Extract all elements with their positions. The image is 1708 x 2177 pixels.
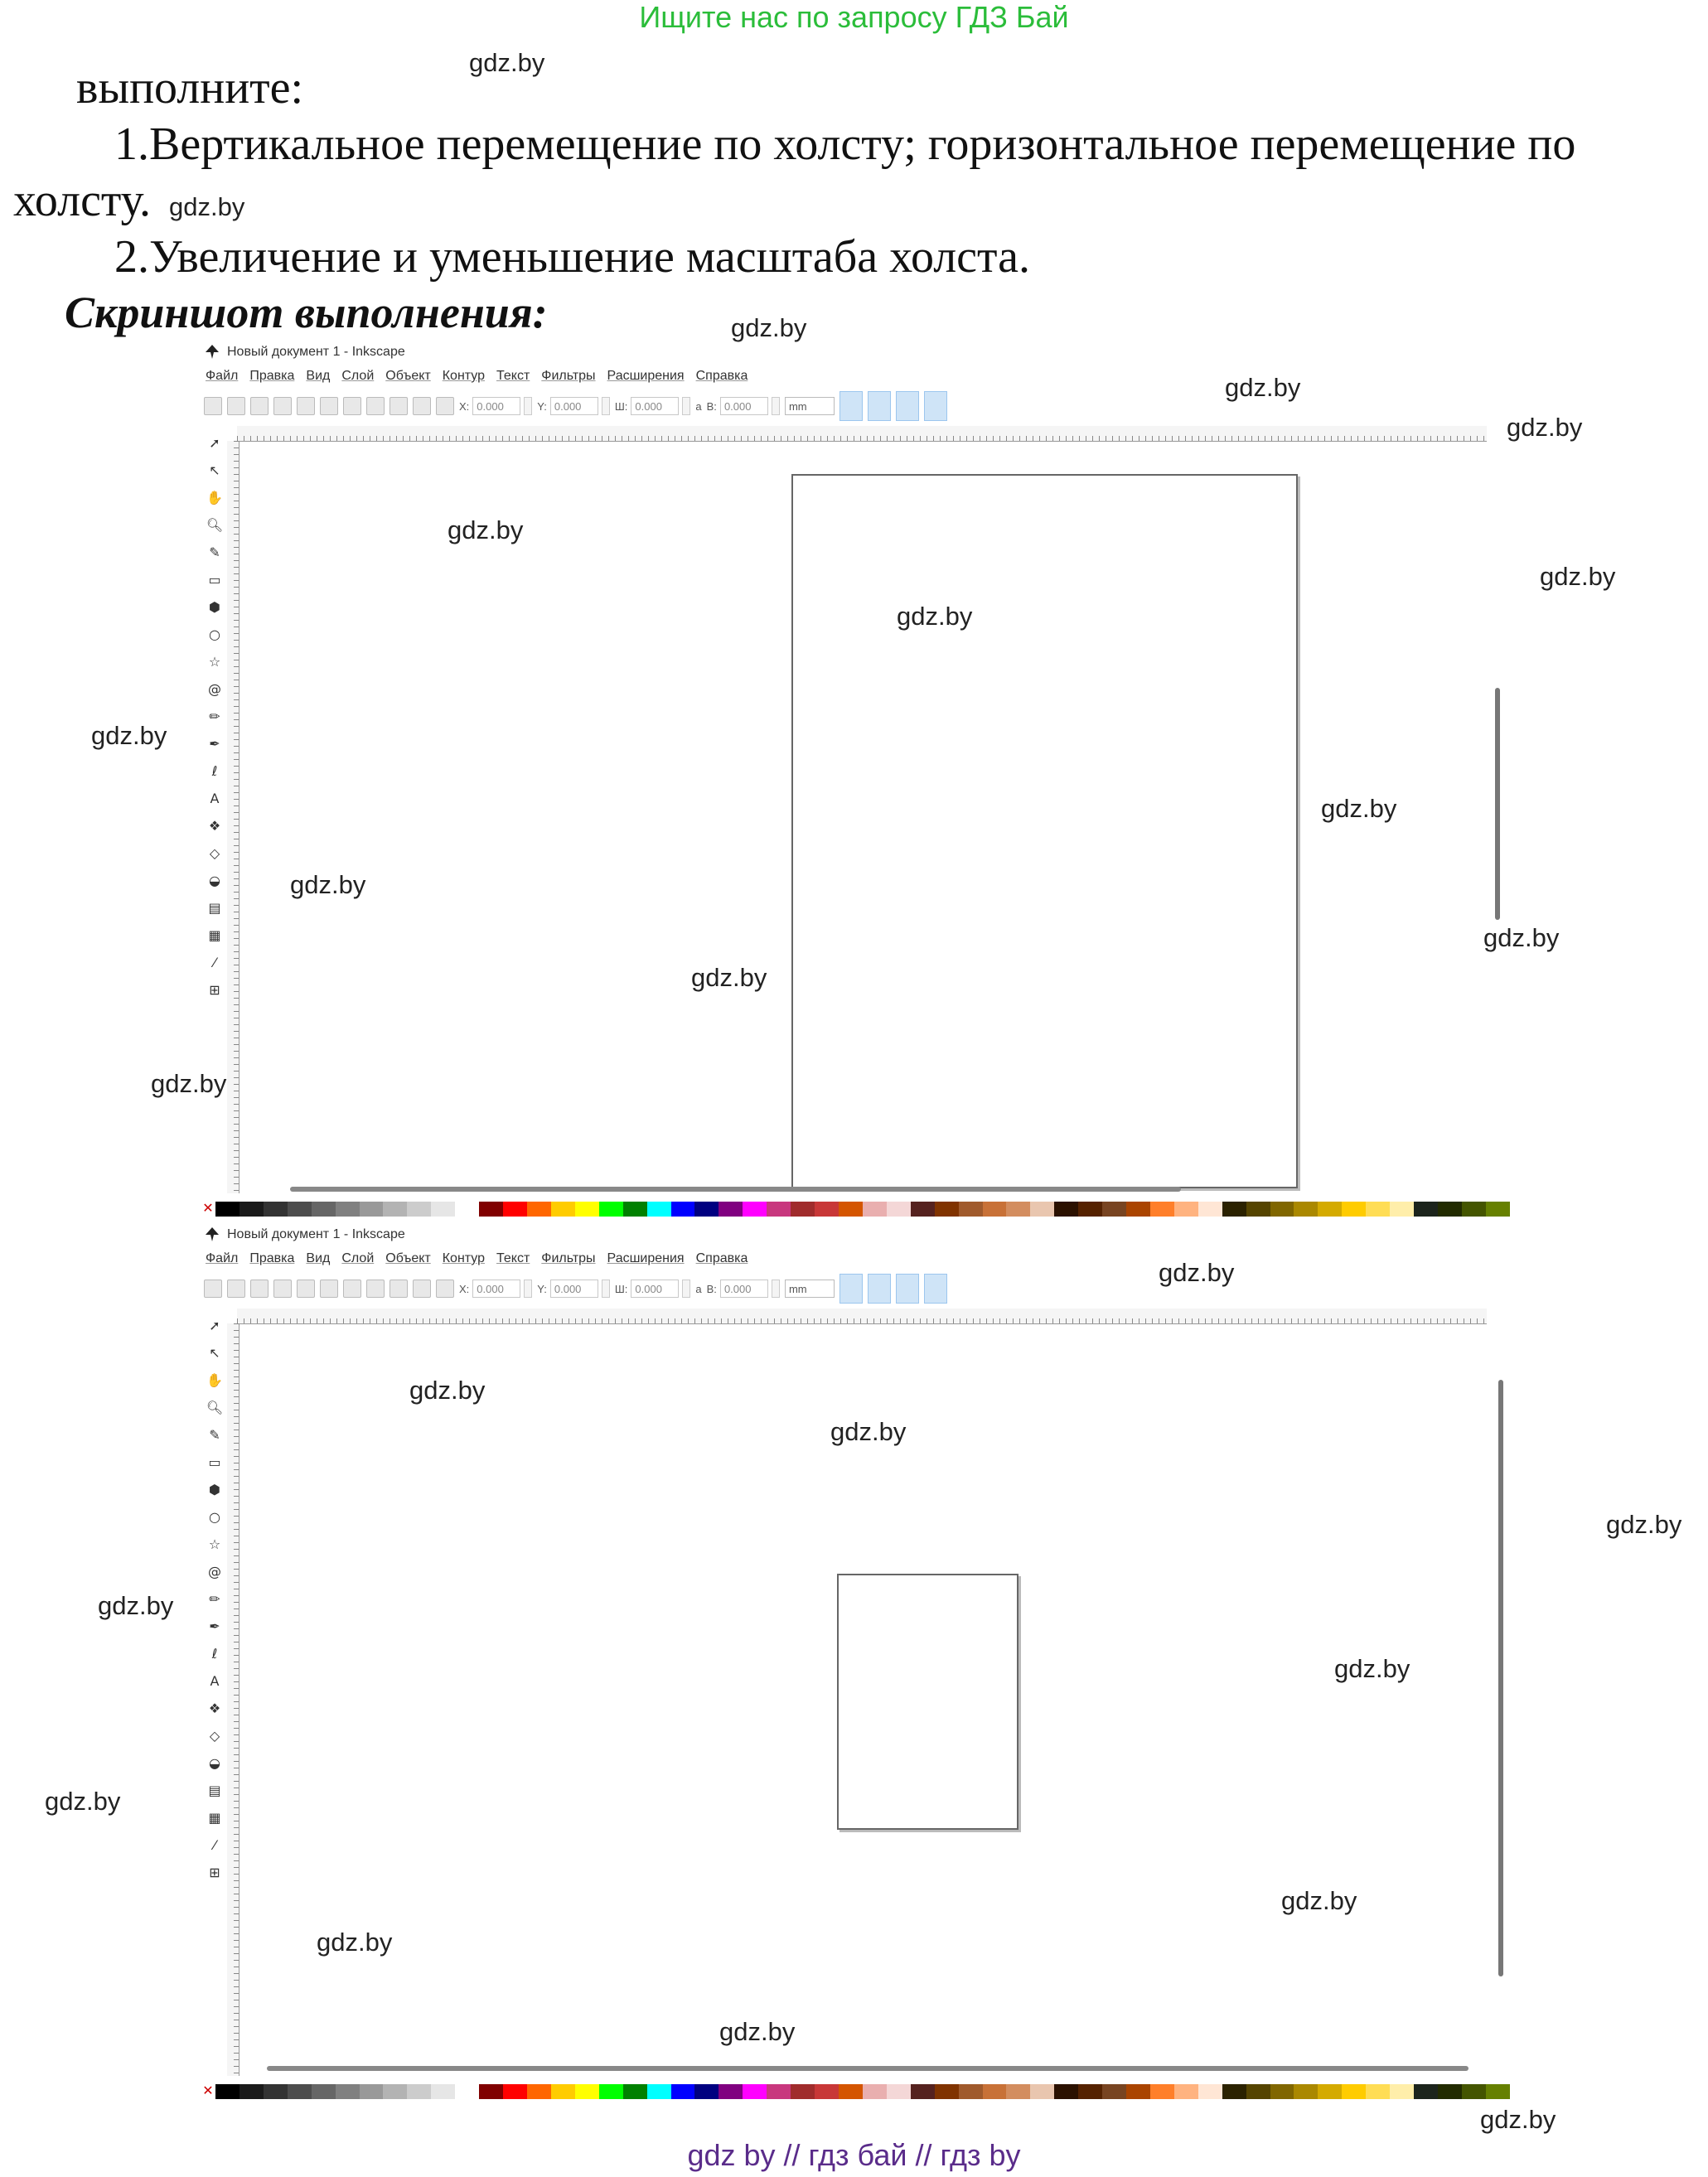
color-swatch[interactable]	[360, 1202, 384, 1217]
select-all-layers-icon[interactable]	[227, 1280, 245, 1298]
color-swatch[interactable]	[575, 2084, 599, 2099]
color-swatch[interactable]	[1126, 2084, 1150, 2099]
h-spinner[interactable]	[772, 1280, 780, 1298]
connector-tool-icon[interactable]: ⊞	[209, 981, 220, 998]
color-swatch[interactable]	[1294, 2084, 1318, 2099]
color-swatch[interactable]	[887, 2084, 911, 2099]
menu-extensions[interactable]: Расширения	[607, 369, 685, 383]
tweak-tool-icon[interactable]: ✋	[206, 1372, 223, 1388]
menu-edit[interactable]: Правка	[249, 369, 295, 383]
rect-tool-icon[interactable]: ▭	[208, 1454, 221, 1470]
color-swatch[interactable]	[694, 2084, 719, 2099]
color-swatch[interactable]	[1126, 1202, 1150, 1217]
color-swatch[interactable]	[431, 2084, 455, 2099]
screenshot-heading: Скриншот выполнения:	[65, 288, 548, 337]
h-label: В:	[706, 399, 717, 413]
top-banner: Ищите нас по запросу ГДЗ Бай	[639, 0, 1069, 34]
watermark: gdz.by	[1507, 413, 1583, 442]
color-swatch[interactable]	[336, 1202, 360, 1217]
toolbox	[204, 433, 225, 999]
pencil-tool-icon[interactable]: ✏	[209, 708, 220, 724]
text-tool-icon[interactable]: A	[210, 1672, 220, 1689]
x-spinner[interactable]	[524, 1280, 532, 1298]
lock-icon[interactable]: a	[695, 399, 702, 413]
rotate-ccw-icon[interactable]	[273, 397, 292, 415]
color-swatch[interactable]	[240, 1202, 264, 1217]
color-swatch[interactable]	[743, 1202, 767, 1217]
color-swatch[interactable]	[431, 1202, 455, 1217]
x-label: X:	[459, 1282, 470, 1295]
raise-icon[interactable]	[390, 1280, 408, 1298]
color-palette	[201, 1202, 1510, 1217]
x-input[interactable]: 0.000	[472, 1280, 520, 1298]
color-swatch[interactable]	[1366, 2084, 1390, 2099]
menu-extensions[interactable]: Расширения	[607, 1251, 685, 1265]
color-swatch[interactable]	[623, 2084, 647, 2099]
color-swatch[interactable]	[599, 2084, 623, 2099]
color-swatch[interactable]	[767, 1202, 791, 1217]
gradient-tool-icon[interactable]: ▤	[208, 1782, 221, 1798]
color-swatch[interactable]	[1438, 1202, 1462, 1217]
no-paint-icon[interactable]: ✕	[202, 2083, 214, 2098]
menu-view[interactable]: Вид	[306, 1251, 331, 1265]
inkscape-window-2	[201, 1222, 1510, 2101]
color-swatch[interactable]	[1054, 1202, 1078, 1217]
horizontal-ruler	[237, 1309, 1487, 1324]
select-all-icon[interactable]	[204, 1280, 222, 1298]
color-swatch[interactable]	[1150, 1202, 1174, 1217]
watermark: gdz.by	[317, 1928, 393, 1957]
color-swatch[interactable]	[959, 2084, 983, 2099]
color-swatch[interactable]	[1078, 2084, 1102, 2099]
color-swatch[interactable]	[264, 1202, 288, 1217]
color-swatch[interactable]	[647, 2084, 671, 2099]
watermark: gdz.by	[448, 515, 524, 544]
y-label: Y:	[537, 399, 547, 413]
color-swatch[interactable]	[911, 2084, 935, 2099]
color-swatch[interactable]	[1366, 1202, 1390, 1217]
menu-help[interactable]: Справка	[695, 1251, 748, 1265]
flip-horizontal-icon[interactable]	[320, 397, 338, 415]
color-swatch[interactable]	[647, 1202, 671, 1217]
h-label: В:	[706, 1282, 717, 1295]
color-swatch[interactable]	[503, 1202, 527, 1217]
move-gradients-icon[interactable]	[896, 1274, 919, 1304]
scale-corners-icon[interactable]	[868, 391, 891, 421]
color-swatch[interactable]	[743, 2084, 767, 2099]
color-swatch[interactable]	[1222, 1202, 1246, 1217]
spiral-tool-icon[interactable]: @	[208, 1563, 221, 1580]
menu-path[interactable]: Контур	[442, 1251, 486, 1265]
color-swatch[interactable]	[671, 2084, 695, 2099]
watermark: gdz.by	[1606, 1510, 1682, 1539]
lower-to-bottom-icon[interactable]	[436, 397, 454, 415]
eraser-tool-icon[interactable]: ◇	[209, 1727, 220, 1744]
color-swatch[interactable]	[863, 2084, 887, 2099]
mesh-tool-icon[interactable]: ▦	[208, 926, 221, 943]
measure-tool-icon[interactable]: ✎	[209, 544, 220, 560]
color-swatch[interactable]	[1030, 1202, 1054, 1217]
color-swatch[interactable]	[1006, 1202, 1030, 1217]
pen-tool-icon[interactable]: ✒	[209, 1618, 220, 1634]
calligraphy-tool-icon[interactable]: ℓ	[211, 762, 218, 779]
color-swatch[interactable]	[863, 1202, 887, 1217]
vertical-ruler	[227, 441, 240, 1193]
w-field	[615, 397, 691, 415]
toolbox	[204, 1315, 225, 1882]
watermark: gdz.by	[45, 1787, 121, 1816]
deselect-icon[interactable]	[250, 1280, 269, 1298]
flip-vertical-icon[interactable]	[343, 397, 361, 415]
color-swatch[interactable]	[1150, 2084, 1174, 2099]
color-swatch[interactable]	[455, 1202, 479, 1217]
raise-to-top-icon[interactable]	[366, 1280, 385, 1298]
zoom-tool-icon[interactable]: 🔍︎	[206, 1399, 224, 1415]
watermark: gdz.by	[469, 48, 545, 77]
titlebar	[204, 340, 405, 365]
titlebar	[204, 1222, 405, 1247]
color-swatch[interactable]	[1222, 2084, 1246, 2099]
color-swatch[interactable]	[887, 1202, 911, 1217]
color-swatch[interactable]	[935, 1202, 959, 1217]
node-tool-icon[interactable]: ↖	[209, 462, 220, 478]
color-swatch[interactable]	[288, 1202, 312, 1217]
menu-layer[interactable]: Слой	[341, 1251, 375, 1265]
unit-select[interactable]: mm	[785, 1280, 835, 1298]
color-swatch[interactable]	[1486, 1202, 1510, 1217]
y-field	[537, 1280, 610, 1298]
menu-view[interactable]: Вид	[306, 369, 331, 383]
lock-icon[interactable]: a	[695, 1282, 702, 1295]
lower-icon[interactable]	[413, 1280, 431, 1298]
calligraphy-tool-icon[interactable]: ℓ	[211, 1645, 218, 1662]
watermark: gdz.by	[151, 1069, 227, 1098]
task-item-1-line-2: холсту.	[13, 175, 152, 226]
zoom-tool-icon[interactable]: 🔍︎	[206, 516, 224, 533]
color-swatch[interactable]	[1486, 2084, 1510, 2099]
pen-tool-icon[interactable]: ✒	[209, 735, 220, 752]
color-swatch[interactable]	[1054, 2084, 1078, 2099]
inkscape-window-1	[201, 340, 1510, 1218]
vertical-scrollbar[interactable]	[1495, 688, 1500, 920]
task-intro: выполните:	[76, 62, 304, 114]
watermark: gdz.by	[830, 1417, 907, 1446]
star-tool-icon[interactable]: ☆	[208, 653, 221, 670]
selector-tool-icon[interactable]: ➚	[209, 434, 220, 451]
3dbox-tool-icon[interactable]: ⬢	[209, 1481, 220, 1497]
deselect-icon[interactable]	[250, 397, 269, 415]
color-swatch[interactable]	[1030, 2084, 1054, 2099]
inkscape-logo-icon	[204, 1226, 220, 1243]
selector-tool-icon[interactable]: ➚	[209, 1317, 220, 1333]
color-swatch[interactable]	[312, 1202, 336, 1217]
color-swatch[interactable]	[360, 2084, 384, 2099]
menu-file[interactable]: Файл	[206, 369, 239, 383]
color-swatch[interactable]	[815, 1202, 839, 1217]
color-swatch[interactable]	[1198, 2084, 1222, 2099]
measure-tool-icon[interactable]: ✎	[209, 1426, 220, 1443]
watermark: gdz.by	[731, 313, 807, 342]
watermark: gdz.by	[1540, 562, 1616, 591]
color-swatch[interactable]	[694, 1202, 719, 1217]
color-swatch[interactable]	[264, 2084, 288, 2099]
horizontal-ruler	[237, 426, 1487, 442]
mesh-tool-icon[interactable]: ▦	[208, 1809, 221, 1826]
menubar	[206, 365, 748, 388]
x-field	[459, 397, 532, 415]
color-swatch[interactable]	[959, 1202, 983, 1217]
color-swatch[interactable]	[1390, 2084, 1414, 2099]
color-swatch[interactable]	[1102, 1202, 1126, 1217]
color-swatch[interactable]	[336, 2084, 360, 2099]
color-swatch[interactable]	[215, 2084, 240, 2099]
color-swatch[interactable]	[312, 2084, 336, 2099]
color-swatch[interactable]	[1246, 1202, 1270, 1217]
node-tool-icon[interactable]: ↖	[209, 1344, 220, 1361]
color-swatch[interactable]	[479, 2084, 503, 2099]
watermark: gdz.by	[98, 1591, 174, 1620]
color-swatch[interactable]	[1462, 2084, 1486, 2099]
raise-icon[interactable]	[390, 397, 408, 415]
color-swatch[interactable]	[215, 1202, 240, 1217]
spray-tool-icon[interactable]: ❖	[208, 817, 221, 834]
eraser-tool-icon[interactable]: ◇	[209, 844, 220, 861]
color-swatch[interactable]	[623, 1202, 647, 1217]
tool-controls-bar	[204, 1274, 1510, 1304]
color-swatch[interactable]	[791, 2084, 815, 2099]
move-gradients-icon[interactable]	[896, 391, 919, 421]
footer-links: gdz by // гдз бай // гдз by	[687, 2138, 1021, 2172]
color-swatch[interactable]	[671, 1202, 695, 1217]
rotate-cw-icon[interactable]	[297, 1280, 315, 1298]
window-title: Новый документ 1 - Inkscape	[227, 345, 405, 359]
tweak-tool-icon[interactable]: ✋	[206, 489, 223, 506]
rotate-ccw-icon[interactable]	[273, 1280, 292, 1298]
y-field	[537, 397, 610, 415]
lower-icon[interactable]	[413, 397, 431, 415]
h-spinner[interactable]	[772, 397, 780, 415]
color-swatch[interactable]	[911, 1202, 935, 1217]
watermark: gdz.by	[1334, 1654, 1410, 1683]
dropper-tool-icon[interactable]: ⁄	[213, 1836, 216, 1853]
x-field	[459, 1280, 532, 1298]
bucket-tool-icon[interactable]: ◒	[209, 1754, 220, 1771]
color-swatch[interactable]	[240, 2084, 264, 2099]
menu-object[interactable]: Объект	[385, 1251, 431, 1265]
h-input[interactable]: 0.000	[720, 1280, 768, 1298]
inkscape-logo-icon	[204, 344, 220, 360]
color-swatch[interactable]	[1198, 1202, 1222, 1217]
scale-stroke-icon[interactable]	[839, 1274, 863, 1304]
color-swatch[interactable]	[935, 2084, 959, 2099]
watermark: gdz.by	[1480, 2105, 1556, 2134]
ellipse-tool-icon[interactable]: ○	[209, 626, 220, 642]
menu-layer[interactable]: Слой	[341, 369, 375, 383]
menu-text[interactable]: Текст	[496, 1251, 530, 1265]
h-input[interactable]: 0.000	[720, 397, 768, 415]
w-field	[615, 1280, 691, 1298]
menu-text[interactable]: Текст	[496, 369, 530, 383]
color-swatch[interactable]	[383, 1202, 407, 1217]
rotate-cw-icon[interactable]	[297, 397, 315, 415]
task-item-1-line-1: 1.Вертикальное перемещение по холсту; горизонтальное перемещение по	[114, 119, 1576, 170]
menu-file[interactable]: Файл	[206, 1251, 239, 1265]
document-page	[791, 474, 1298, 1188]
color-swatch[interactable]	[575, 1202, 599, 1217]
rect-tool-icon[interactable]: ▭	[208, 571, 221, 588]
horizontal-scrollbar[interactable]	[290, 1187, 1181, 1192]
flip-vertical-icon[interactable]	[343, 1280, 361, 1298]
color-swatch[interactable]	[288, 2084, 312, 2099]
color-swatch[interactable]	[815, 2084, 839, 2099]
color-swatch[interactable]	[983, 1202, 1007, 1217]
y-input[interactable]: 0.000	[550, 397, 598, 415]
scale-corners-icon[interactable]	[868, 1274, 891, 1304]
color-swatch[interactable]	[1342, 2084, 1366, 2099]
select-all-layers-icon[interactable]	[227, 397, 245, 415]
color-swatch[interactable]	[1270, 1202, 1294, 1217]
dropper-tool-icon[interactable]: ⁄	[213, 954, 216, 970]
menu-filters[interactable]: Фильтры	[541, 369, 596, 383]
y-spinner[interactable]	[602, 397, 610, 415]
spiral-tool-icon[interactable]: @	[208, 680, 221, 697]
menu-edit[interactable]: Правка	[249, 1251, 295, 1265]
color-swatch[interactable]	[1006, 2084, 1030, 2099]
color-swatch[interactable]	[551, 2084, 575, 2099]
canvas[interactable]	[240, 443, 1487, 1193]
color-swatch[interactable]	[767, 2084, 791, 2099]
color-swatch[interactable]	[527, 1202, 551, 1217]
y-spinner[interactable]	[602, 1280, 610, 1298]
color-swatch[interactable]	[407, 2084, 431, 2099]
star-tool-icon[interactable]: ☆	[208, 1536, 221, 1552]
x-input[interactable]: 0.000	[472, 397, 520, 415]
watermark: gdz.by	[897, 602, 973, 631]
watermark: gdz.by	[169, 192, 245, 221]
color-swatch[interactable]	[455, 2084, 479, 2099]
w-label: Ш:	[614, 1282, 628, 1295]
menu-object[interactable]: Объект	[385, 369, 431, 383]
3dbox-tool-icon[interactable]: ⬢	[209, 598, 220, 615]
watermark: gdz.by	[1281, 1886, 1357, 1915]
w-input[interactable]: 0.000	[631, 1280, 679, 1298]
color-swatch[interactable]	[551, 1202, 575, 1217]
gradient-tool-icon[interactable]: ▤	[208, 899, 221, 916]
h-field	[707, 397, 780, 415]
horizontal-scrollbar[interactable]	[267, 2066, 1468, 2071]
color-swatch[interactable]	[839, 2084, 863, 2099]
color-swatch[interactable]	[719, 2084, 743, 2099]
document-page	[837, 1574, 1019, 1830]
w-input[interactable]: 0.000	[631, 397, 679, 415]
flip-horizontal-icon[interactable]	[320, 1280, 338, 1298]
color-swatch[interactable]	[1174, 1202, 1198, 1217]
no-paint-icon[interactable]: ✕	[202, 1200, 214, 1216]
color-swatch[interactable]	[1342, 1202, 1366, 1217]
color-swatch[interactable]	[1102, 2084, 1126, 2099]
color-swatch[interactable]	[383, 2084, 407, 2099]
watermark: gdz.by	[691, 963, 767, 992]
color-swatch[interactable]	[1462, 1202, 1486, 1217]
scale-stroke-icon[interactable]	[839, 391, 863, 421]
color-swatch[interactable]	[407, 1202, 431, 1217]
w-label: Ш:	[614, 399, 628, 413]
color-swatch[interactable]	[1438, 2084, 1462, 2099]
ellipse-tool-icon[interactable]: ○	[209, 1508, 220, 1525]
move-patterns-icon[interactable]	[924, 1274, 947, 1304]
vertical-ruler	[227, 1323, 240, 2076]
color-swatch[interactable]	[1270, 2084, 1294, 2099]
task-item-2: 2.Увеличение и уменьшение масштаба холста.	[114, 231, 1031, 283]
watermark: gdz.by	[1483, 923, 1560, 952]
watermark: gdz.by	[1321, 794, 1397, 823]
color-swatch[interactable]	[1246, 2084, 1270, 2099]
select-all-icon[interactable]	[204, 397, 222, 415]
color-swatch[interactable]	[791, 1202, 815, 1217]
text-tool-icon[interactable]: A	[210, 790, 220, 806]
color-swatch[interactable]	[1414, 1202, 1438, 1217]
color-swatch[interactable]	[1174, 2084, 1198, 2099]
connector-tool-icon[interactable]: ⊞	[209, 1864, 220, 1880]
spray-tool-icon[interactable]: ❖	[208, 1700, 221, 1716]
watermark: gdz.by	[290, 870, 366, 899]
color-swatch[interactable]	[479, 1202, 503, 1217]
raise-to-top-icon[interactable]	[366, 397, 385, 415]
watermark: gdz.by	[409, 1376, 486, 1405]
menu-path[interactable]: Контур	[442, 369, 486, 383]
menubar	[206, 1247, 748, 1270]
x-spinner[interactable]	[524, 397, 532, 415]
color-swatch[interactable]	[599, 1202, 623, 1217]
vertical-scrollbar[interactable]	[1498, 1380, 1503, 1976]
color-swatch[interactable]	[839, 1202, 863, 1217]
w-spinner[interactable]	[682, 397, 690, 415]
color-palette	[201, 2084, 1510, 2099]
watermark: gdz.by	[1225, 373, 1301, 402]
color-swatch[interactable]	[1318, 1202, 1342, 1217]
color-swatch[interactable]	[527, 2084, 551, 2099]
lower-to-bottom-icon[interactable]	[436, 1280, 454, 1298]
bucket-tool-icon[interactable]: ◒	[209, 872, 220, 888]
h-field	[707, 1280, 780, 1298]
menu-filters[interactable]: Фильтры	[541, 1251, 596, 1265]
pencil-tool-icon[interactable]: ✏	[209, 1590, 220, 1607]
x-label: X:	[459, 399, 470, 413]
y-input[interactable]: 0.000	[550, 1280, 598, 1298]
color-swatch[interactable]	[1318, 2084, 1342, 2099]
watermark: gdz.by	[91, 721, 167, 750]
watermark: gdz.by	[1159, 1258, 1235, 1287]
color-swatch[interactable]	[1414, 2084, 1438, 2099]
menu-help[interactable]: Справка	[695, 369, 748, 383]
color-swatch[interactable]	[503, 2084, 527, 2099]
window-title: Новый документ 1 - Inkscape	[227, 1227, 405, 1241]
color-swatch[interactable]	[983, 2084, 1007, 2099]
color-swatch[interactable]	[719, 1202, 743, 1217]
color-swatch[interactable]	[1390, 1202, 1414, 1217]
move-patterns-icon[interactable]	[924, 391, 947, 421]
color-swatch[interactable]	[1078, 1202, 1102, 1217]
w-spinner[interactable]	[682, 1280, 690, 1298]
color-swatch[interactable]	[1294, 1202, 1318, 1217]
y-label: Y:	[537, 1282, 547, 1295]
watermark: gdz.by	[719, 2017, 796, 2046]
tool-controls-bar	[204, 391, 1510, 421]
unit-select[interactable]: mm	[785, 397, 835, 415]
